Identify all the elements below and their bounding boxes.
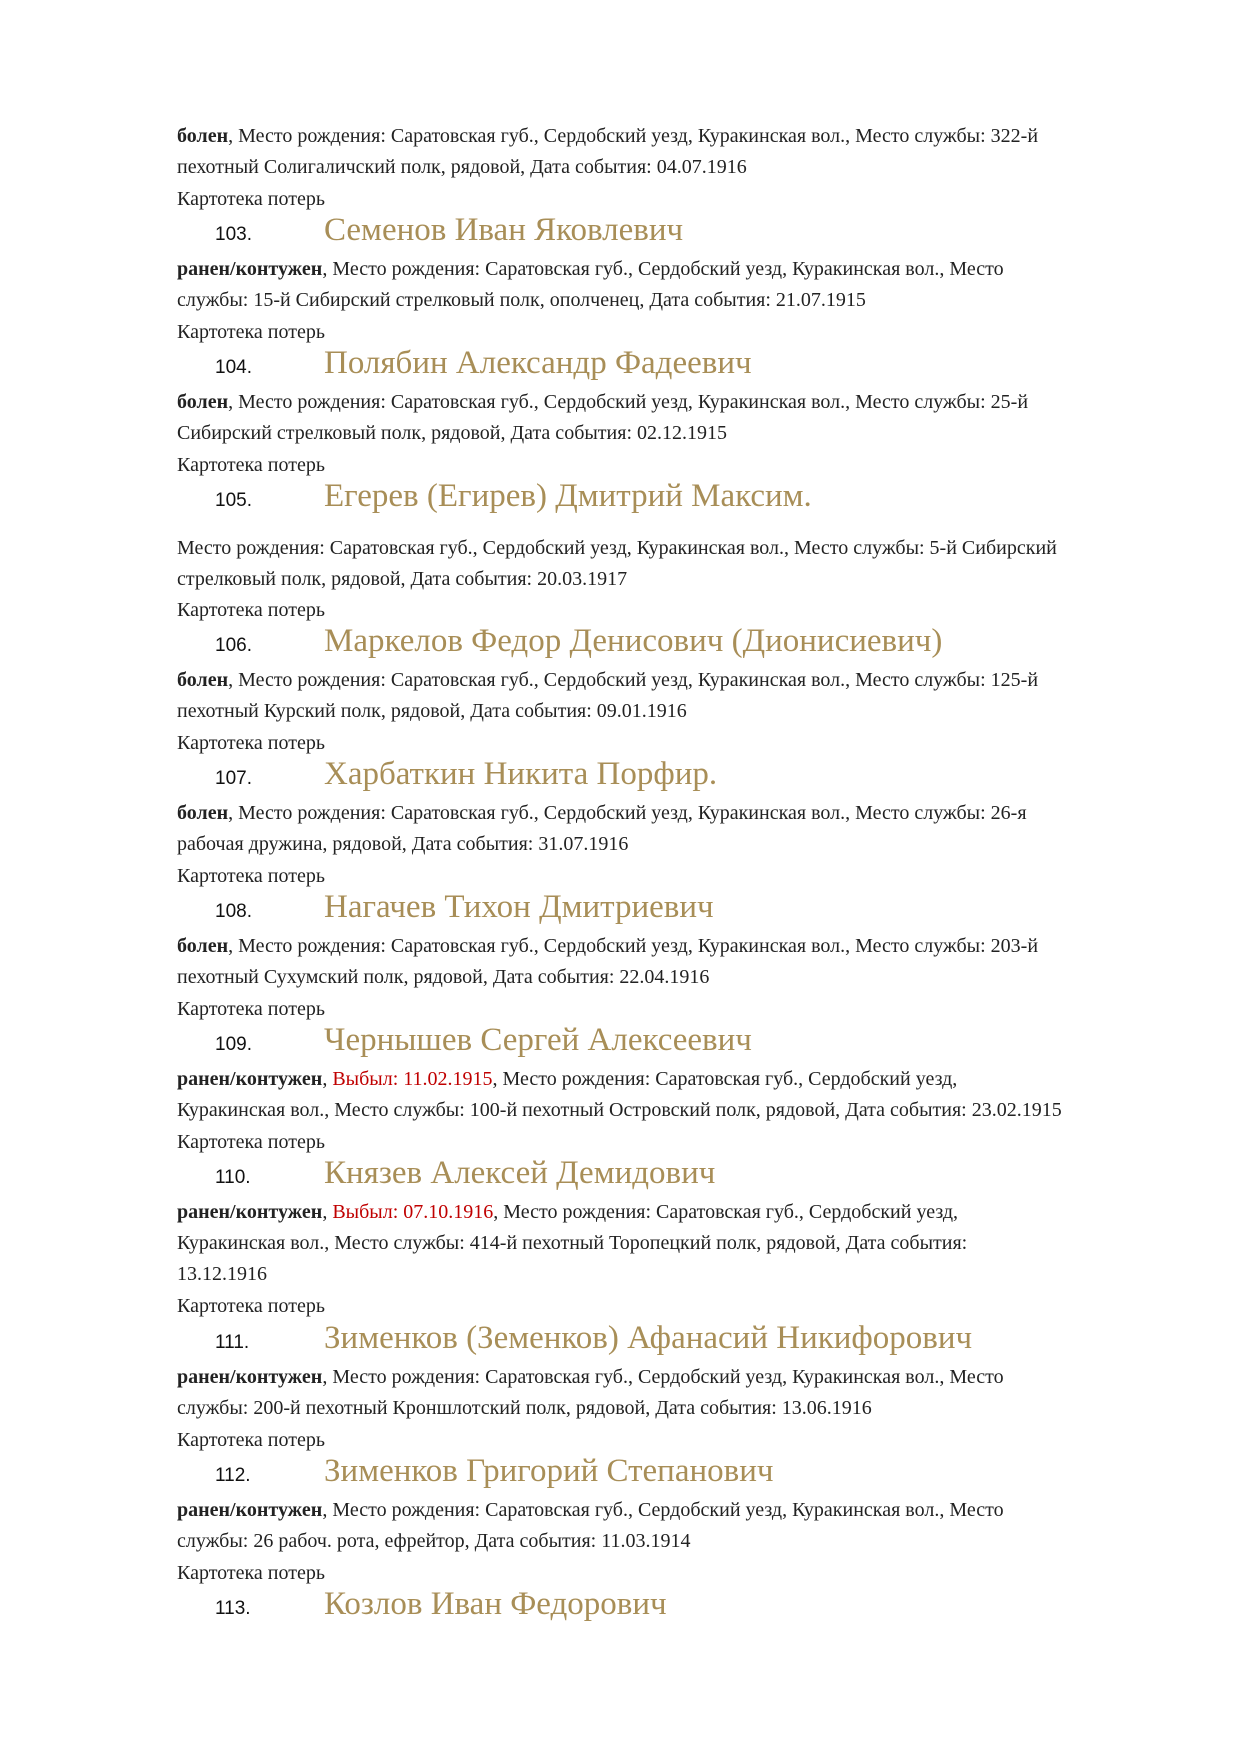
record-status: болен — [177, 935, 229, 957]
record-line2: Сибирский стрелковый полк, рядовой, Дата события: 02.12.1915 — [177, 422, 727, 444]
record-text-107 — [177, 798, 1167, 860]
entry-number: 109. — [215, 1034, 252, 1055]
entry-name: Чернышев Сергей Алексеевич — [324, 1022, 752, 1058]
record-text-112 — [177, 1495, 1167, 1557]
entry-name: Маркелов Федор Денисович (Дионисиевич) — [324, 623, 943, 659]
record-line1: , Место рождения: Саратовская губ., Сердобский уезд, — [493, 1201, 959, 1223]
record-line2: Куракинская вол., Место службы: 100-й пехотный Островский полк, рядовой, Дата события: 23.02.1915 — [177, 1099, 1062, 1121]
entry-name: Полябин Александр Фадеевич — [324, 345, 752, 381]
record-line1: , Место рождения: Саратовская губ., Сердобский уезд, Куракинская вол., Место службы: 125-й — [228, 669, 1039, 691]
source-label: Картотека потерь — [177, 1429, 325, 1451]
source-label: Картотека потерь — [177, 1131, 325, 1153]
record-line1: , Место рождения: Саратовская губ., Сердобский уезд, Куракинская вол., Место — [322, 258, 1004, 280]
record-separator: , — [322, 1201, 333, 1223]
record-line2: службы: 200-й пехотный Кроншлотский полк, рядовой, Дата события: 13.06.1916 — [177, 1397, 872, 1419]
record-line2: стрелковый полк, рядовой, Дата события: 20.03.1917 — [177, 568, 628, 590]
record-text-108 — [177, 931, 1167, 993]
entry-name: Семенов Иван Яковлевич — [324, 212, 684, 248]
source-label: Картотека потерь — [177, 998, 325, 1020]
record-line1: , Место рождения: Саратовская губ., Сердобский уезд, Куракинская вол., Место службы: 25-й — [228, 391, 1029, 413]
entry-number: 103. — [215, 224, 252, 245]
record-line1: , Место рождения: Саратовская губ., Сердобский уезд, Куракинская вол., Место службы: 322-й — [228, 125, 1039, 147]
record-text-105 — [177, 533, 1167, 595]
record-line2: службы: 26 рабоч. рота, ефрейтор, Дата события: 11.03.1914 — [177, 1530, 691, 1552]
entry-number: 111. — [215, 1332, 250, 1353]
record-text-109 — [177, 1064, 1167, 1126]
record-status: ранен/контужен — [177, 1201, 323, 1223]
entry-name: Князев Алексей Демидович — [324, 1155, 716, 1191]
record-text-102 — [177, 121, 1167, 183]
record-text-103 — [177, 254, 1167, 316]
entry-number: 104. — [215, 357, 252, 378]
record-line2: пехотный Солигаличский полк, рядовой, Дата события: 04.07.1916 — [177, 156, 747, 178]
record-line2: пехотный Курский полк, рядовой, Дата события: 09.01.1916 — [177, 700, 687, 722]
record-status: ранен/контужен — [177, 1068, 323, 1090]
record-text-110 — [177, 1197, 1167, 1290]
record-line1: , Место рождения: Саратовская губ., Сердобский уезд, Куракинская вол., Место — [322, 1366, 1004, 1388]
record-status: болен — [177, 669, 229, 691]
source-label: Картотека потерь — [177, 599, 325, 621]
entry-number: 113. — [215, 1598, 251, 1619]
record-text-106 — [177, 665, 1167, 727]
entry-number: 105. — [215, 490, 252, 511]
record-line2: пехотный Сухумский полк, рядовой, Дата события: 22.04.1916 — [177, 966, 710, 988]
record-line2: рабочая дружина, рядовой, Дата события: 31.07.1916 — [177, 833, 629, 855]
source-label: Картотека потерь — [177, 188, 325, 210]
source-label: Картотека потерь — [177, 732, 325, 754]
record-status: болен — [177, 391, 229, 413]
entry-name: Нагачев Тихон Дмитриевич — [324, 889, 714, 925]
retired-date: Выбыл: 11.02.1915 — [332, 1068, 493, 1090]
record-text-111 — [177, 1362, 1167, 1424]
entry-number: 108. — [215, 901, 252, 922]
entry-number: 106. — [215, 635, 252, 656]
record-line1: , Место рождения: Саратовская губ., Сердобский уезд, Куракинская вол., Место — [322, 1499, 1004, 1521]
record-status: болен — [177, 125, 229, 147]
source-label: Картотека потерь — [177, 454, 325, 476]
record-line1: , Место рождения: Саратовская губ., Сердобский уезд, Куракинская вол., Место службы: 203-й — [228, 935, 1039, 957]
record-status: болен — [177, 802, 229, 824]
entry-name: Зименков (Земенков) Афанасий Никифорович — [324, 1320, 973, 1356]
entry-number: 112. — [215, 1465, 251, 1486]
record-text-104 — [177, 387, 1167, 449]
record-line1: , Место рождения: Саратовская губ., Сердобский уезд, — [492, 1068, 958, 1090]
source-label: Картотека потерь — [177, 865, 325, 887]
record-line2: службы: 15-й Сибирский стрелковый полк, ополченец, Дата события: 21.07.1915 — [177, 289, 866, 311]
entry-name: Харбаткин Никита Порфир. — [324, 756, 718, 792]
record-separator: , — [322, 1068, 333, 1090]
record-status: ранен/контужен — [177, 1366, 323, 1388]
source-label: Картотека потерь — [177, 321, 325, 343]
entry-number: 107. — [215, 768, 252, 789]
source-label: Картотека потерь — [177, 1562, 325, 1584]
record-line2: Куракинская вол., Место службы: 414-й пехотный Торопецкий полк, рядовой, Дата события: — [177, 1232, 968, 1254]
entry-number: 110. — [215, 1167, 251, 1188]
source-label: Картотека потерь — [177, 1295, 325, 1317]
record-status: ранен/контужен — [177, 1499, 323, 1521]
entry-name: Зименков Григорий Степанович — [324, 1453, 774, 1489]
retired-date: Выбыл: 07.10.1916 — [332, 1201, 494, 1223]
record-line1: , Место рождения: Саратовская губ., Сердобский уезд, Куракинская вол., Место службы: 26-я — [228, 802, 1027, 824]
record-line3: 13.12.1916 — [177, 1263, 267, 1285]
entry-name: Егерев (Егирев) Дмитрий Максим. — [324, 478, 812, 514]
record-line1: Место рождения: Саратовская губ., Сердобский уезд, Куракинская вол., Место службы: 5-й Сибирский — [177, 537, 1057, 559]
entry-name: Козлов Иван Федорович — [324, 1586, 667, 1622]
record-status: ранен/контужен — [177, 258, 323, 280]
